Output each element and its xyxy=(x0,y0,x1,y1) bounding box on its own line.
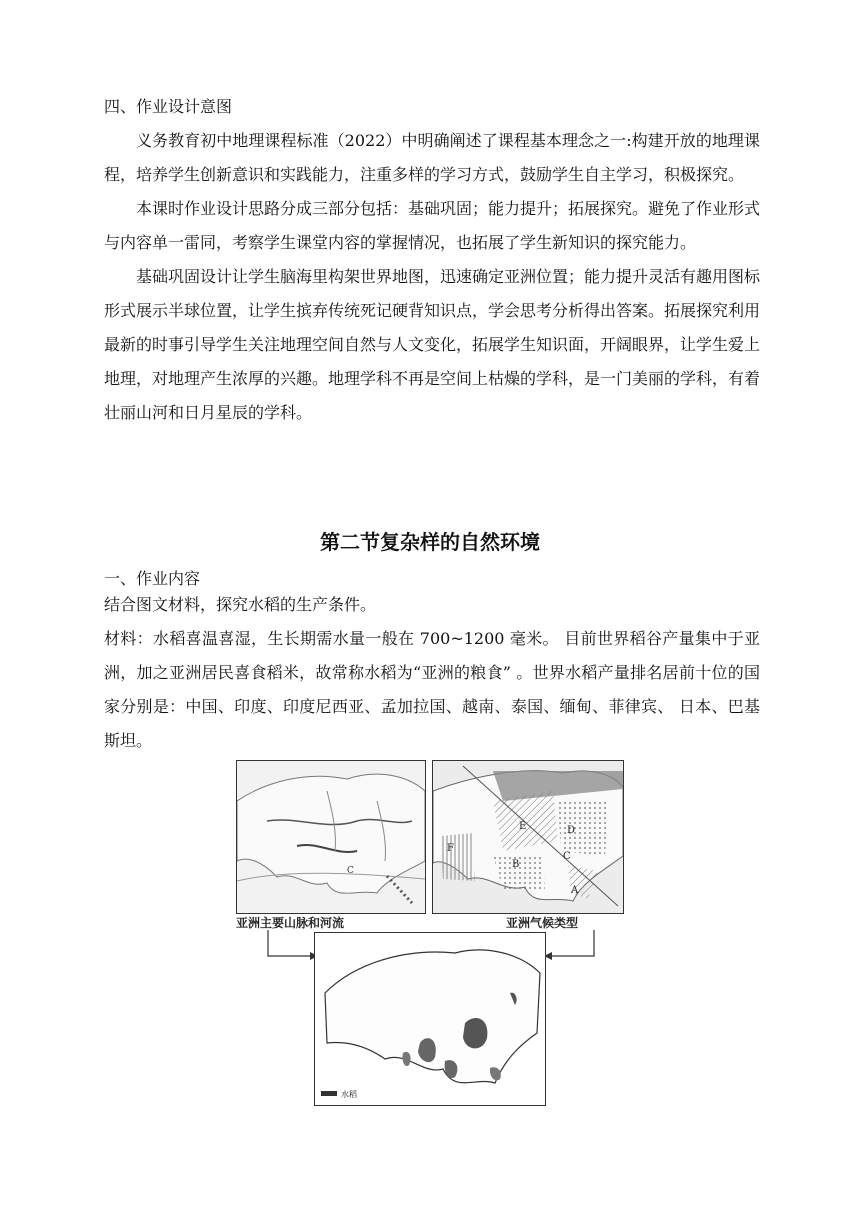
asia-mountains-rivers-map xyxy=(236,760,426,914)
svg-text:C: C xyxy=(347,866,354,876)
caption-climate-types: 亚洲气候类型 xyxy=(506,916,579,930)
mountains-rivers-map-graphic xyxy=(237,761,425,913)
paragraph: 义务教育初中地理课程标准（2022）中明确阐述了课程基本理念之一:构建开放的地理课程，培养学生创新意识和实践能力，注重多样的学习方式，鼓励学生自主学习，积极探究。 xyxy=(104,131,760,184)
asia-maps-figure xyxy=(230,758,630,1108)
paragraph: 本课时作业设计思路分成三部分包括：基础巩固；能力提升；拓展探究。避免了作业形式与内容单一雷同，考察学生课堂内容的掌握情况，也拓展了学生新知识的探究能力。 xyxy=(104,199,761,252)
climate-label-f: F xyxy=(447,843,454,854)
climate-label-b: B xyxy=(512,859,520,870)
asia-climate-map xyxy=(432,760,624,914)
climate-map-graphic xyxy=(433,761,623,913)
section-heading: 一、作业内容 xyxy=(104,569,201,588)
intro-text: 结合图文材料，探究水稻的生产条件。 xyxy=(104,595,377,614)
homework-content-section xyxy=(104,566,760,618)
section-heading: 四、作业设计意图 xyxy=(104,97,233,116)
climate-label-e: E xyxy=(519,821,527,832)
design-intent-section xyxy=(104,90,760,430)
climate-label-d: D xyxy=(567,825,576,836)
caption-mountains-rivers: 亚洲主要山脉和河流 xyxy=(236,916,345,930)
climate-label-c: C xyxy=(563,851,571,862)
material-section xyxy=(104,622,760,758)
arrow-left-to-center xyxy=(260,928,320,968)
rice-map-graphic xyxy=(315,933,545,1105)
page-title: 第二节复杂样的自然环境 xyxy=(320,530,540,554)
arrow-right-to-center xyxy=(542,928,602,968)
asia-rice-distribution-map xyxy=(314,932,546,1106)
material-text: 材料：水稻喜温喜湿，生长期需水量一般在 700~1200 毫米。 目前世界稻谷产量集中于亚洲，加之亚洲居民喜食稻米，故常称水稻为“亚洲的粮食” 。世界水稻产量排名居前十位的国家分别是：中国、印度、印度尼西亚、孟加拉国、越南、泰国、缅甸、菲律宾、 日本、巴基斯坦。 xyxy=(104,629,760,750)
paragraph: 基础巩固设计让学生脑海里构架世界地图，迅速确定亚洲位置；能力提升灵活有趣用图标形式展示半球位置，让学生摈弃传统死记硬背知识点，学会思考分析得出答案。拓展探究利用最新的时事引导学生关注地理空间自然与人文变化，拓展学生知识面，开阔眼界，让学生爱上地理，对地理产生浓厚的兴趣。地理学科不再是空间上枯燥的学科，是一门美丽的学科，有着壮丽山河和日月星辰的学科。 xyxy=(104,267,761,422)
legend-rice-label: 水稻 xyxy=(341,1090,357,1099)
climate-label-a: A xyxy=(571,885,579,896)
